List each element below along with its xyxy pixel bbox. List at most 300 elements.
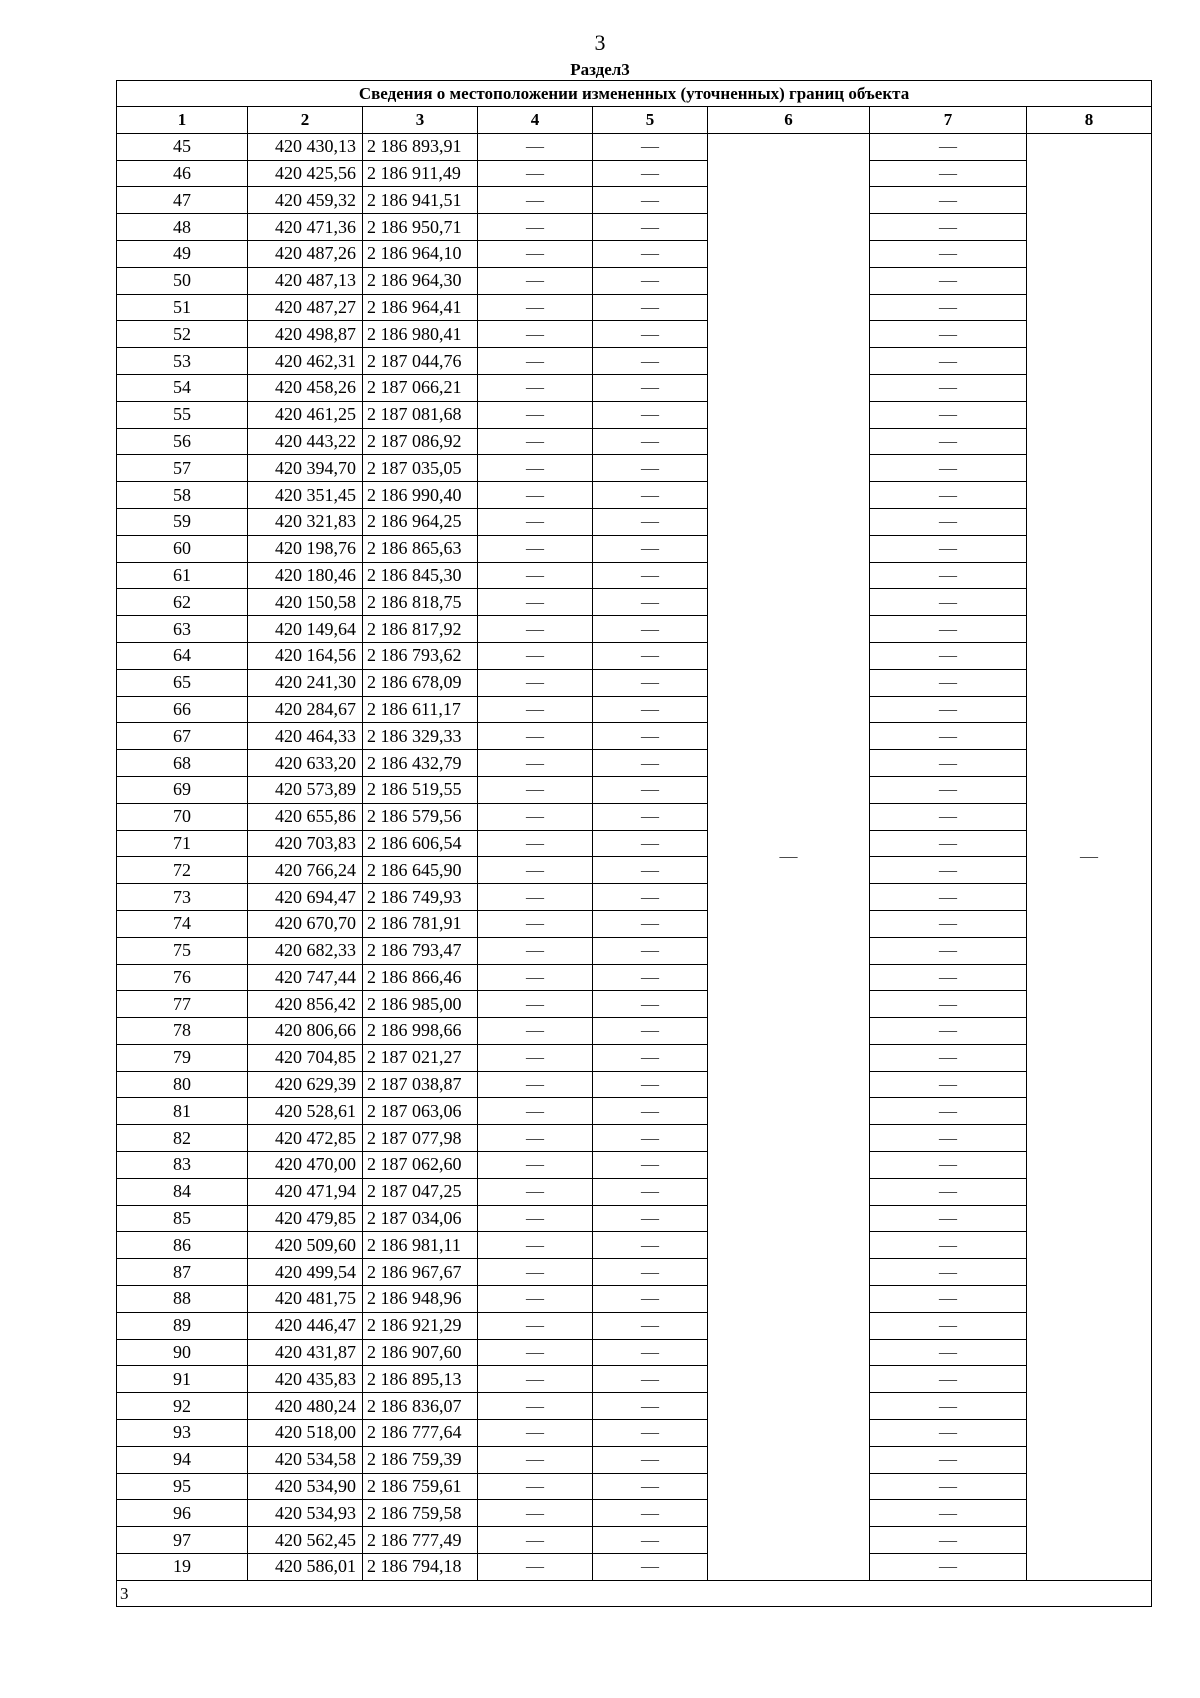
empty-value-cell: — [870,776,1027,803]
table-row [117,1125,1152,1152]
empty-value-cell: — [870,133,1027,160]
coordinate-x-cell: 420 321,83 [248,508,363,535]
table-row [117,1420,1152,1447]
empty-value-cell: — [593,937,708,964]
empty-value-cell: — [478,776,593,803]
point-number-cell: 47 [117,187,248,214]
empty-value-cell: — [478,1339,593,1366]
empty-value-cell: — [870,348,1027,375]
coordinate-y-cell: 2 187 066,21 [363,374,478,401]
empty-value-cell: — [870,1205,1027,1232]
point-number-cell: 48 [117,214,248,241]
coordinate-x-cell: 420 586,01 [248,1554,363,1581]
table-row [117,348,1152,375]
empty-value-cell: — [593,884,708,911]
table-row [117,294,1152,321]
point-number-cell: 55 [117,401,248,428]
coordinate-x-cell: 420 704,85 [248,1044,363,1071]
empty-value-cell: — [870,1500,1027,1527]
point-number-cell: 50 [117,267,248,294]
point-number-cell: 89 [117,1312,248,1339]
empty-value-cell: — [870,1098,1027,1125]
table-row [117,374,1152,401]
table-row [117,589,1152,616]
empty-value-cell: — [478,589,593,616]
empty-value-cell: — [478,1420,593,1447]
coordinate-y-cell: 2 186 845,30 [363,562,478,589]
empty-value-cell: — [870,401,1027,428]
point-number-cell: 59 [117,508,248,535]
empty-value-cell: — [593,535,708,562]
empty-value-cell: — [870,1044,1027,1071]
coordinate-x-cell: 420 747,44 [248,964,363,991]
coordinate-x-cell: 420 459,32 [248,187,363,214]
point-number-cell: 49 [117,240,248,267]
empty-value-cell: — [478,428,593,455]
coordinate-y-cell: 2 186 606,54 [363,830,478,857]
coordinate-y-cell: 2 186 329,33 [363,723,478,750]
empty-value-cell: — [478,1178,593,1205]
coordinate-x-cell: 420 534,93 [248,1500,363,1527]
coordinate-y-cell: 2 186 794,18 [363,1554,478,1581]
table-row [117,133,1152,160]
coordinate-y-cell: 2 187 035,05 [363,455,478,482]
empty-value-cell: — [478,1125,593,1152]
empty-value-cell: — [478,830,593,857]
coordinate-x-cell: 420 150,58 [248,589,363,616]
empty-value-cell: — [593,214,708,241]
coordinate-x-cell: 420 528,61 [248,1098,363,1125]
section-title: Раздел3 [570,60,630,79]
empty-value-cell: — [593,776,708,803]
table-row [117,1366,1152,1393]
table-row [117,428,1152,455]
column-header-row [117,107,1152,134]
coordinate-x-cell: 420 425,56 [248,160,363,187]
coordinate-x-cell: 420 431,87 [248,1339,363,1366]
empty-value-cell: — [478,535,593,562]
empty-value-cell: — [593,187,708,214]
empty-value-cell: — [478,884,593,911]
empty-value-cell: — [870,482,1027,509]
empty-value-cell: — [478,642,593,669]
empty-value-cell: — [593,508,708,535]
point-number-cell: 75 [117,937,248,964]
coordinate-y-cell: 2 187 034,06 [363,1205,478,1232]
empty-value-cell: — [593,428,708,455]
table-row [117,803,1152,830]
empty-value-cell: — [478,1071,593,1098]
point-number-cell: 46 [117,160,248,187]
column-header: 8 [1027,107,1152,134]
empty-value-cell: — [593,1312,708,1339]
empty-value-cell: — [478,750,593,777]
empty-value-cell: — [593,1125,708,1152]
coordinate-x-cell: 420 481,75 [248,1286,363,1313]
empty-value-cell: — [870,1446,1027,1473]
table-row [117,240,1152,267]
empty-value-cell: — [593,562,708,589]
empty-value-cell: — [593,1554,708,1581]
point-number-cell: 94 [117,1446,248,1473]
empty-value-cell: — [593,616,708,643]
point-number-cell: 82 [117,1125,248,1152]
coordinate-x-cell: 420 461,25 [248,401,363,428]
empty-value-cell: — [593,642,708,669]
coordinate-y-cell: 2 187 063,06 [363,1098,478,1125]
coordinate-y-cell: 2 186 579,56 [363,803,478,830]
empty-value-cell: — [593,910,708,937]
coordinate-y-cell: 2 186 759,61 [363,1473,478,1500]
empty-value-cell: — [870,642,1027,669]
coordinate-y-cell: 2 186 981,11 [363,1232,478,1259]
empty-value-cell: — [478,401,593,428]
coordinate-x-cell: 420 198,76 [248,535,363,562]
empty-value-cell: — [870,187,1027,214]
coordinate-x-cell: 420 479,85 [248,1205,363,1232]
empty-value-cell: — [593,348,708,375]
empty-value-cell: — [478,1044,593,1071]
empty-value-cell: — [478,1286,593,1313]
empty-value-cell: — [478,1473,593,1500]
point-number-cell: 88 [117,1286,248,1313]
empty-value-cell: — [593,1446,708,1473]
empty-value-cell: — [478,696,593,723]
coordinate-y-cell: 2 186 777,49 [363,1527,478,1554]
coordinate-x-cell: 420 518,00 [248,1420,363,1447]
coordinate-y-cell: 2 186 749,93 [363,884,478,911]
empty-value-cell: — [870,294,1027,321]
coordinate-y-cell: 2 186 985,00 [363,991,478,1018]
empty-value-cell: — [870,1286,1027,1313]
coordinate-y-cell: 2 186 990,40 [363,482,478,509]
coordinate-y-cell: 2 187 047,25 [363,1178,478,1205]
empty-value-cell: — [870,589,1027,616]
coordinate-x-cell: 420 633,20 [248,750,363,777]
point-number-cell: 97 [117,1527,248,1554]
empty-value-cell: — [478,616,593,643]
empty-value-cell: — [870,1018,1027,1045]
empty-value-cell: — [593,1232,708,1259]
empty-value-cell: — [478,455,593,482]
empty-value-cell: — [870,937,1027,964]
coordinate-y-cell: 2 186 907,60 [363,1339,478,1366]
coordinate-x-cell: 420 629,39 [248,1071,363,1098]
coordinate-x-cell: 420 351,45 [248,482,363,509]
table-row [117,642,1152,669]
coordinate-x-cell: 420 562,45 [248,1527,363,1554]
empty-value-cell: — [593,401,708,428]
empty-value-cell: — [478,1259,593,1286]
coordinate-y-cell: 2 186 866,46 [363,964,478,991]
empty-value-cell: — [593,964,708,991]
empty-value-cell: — [478,562,593,589]
empty-value-cell: — [870,508,1027,535]
coordinate-x-cell: 420 462,31 [248,348,363,375]
empty-value-cell: — [478,669,593,696]
empty-value-cell: — [870,1339,1027,1366]
point-number-cell: 54 [117,374,248,401]
empty-value-cell: — [870,321,1027,348]
coordinate-y-cell: 2 186 519,55 [363,776,478,803]
coordinate-y-cell: 2 186 645,90 [363,857,478,884]
coordinate-y-cell: 2 186 967,67 [363,1259,478,1286]
table-row [117,535,1152,562]
coordinate-x-cell: 420 472,85 [248,1125,363,1152]
empty-value-cell: — [870,240,1027,267]
empty-value-cell: — [478,1446,593,1473]
coordinate-y-cell: 2 186 964,10 [363,240,478,267]
empty-value-cell: — [478,1152,593,1179]
point-number-cell: 69 [117,776,248,803]
empty-value-cell: — [870,857,1027,884]
point-number-cell: 85 [117,1205,248,1232]
coordinate-x-cell: 420 766,24 [248,857,363,884]
table-row [117,1205,1152,1232]
empty-value-cell: — [870,910,1027,937]
point-number-cell: 70 [117,803,248,830]
empty-value-cell: — [870,455,1027,482]
coordinate-x-cell: 420 435,83 [248,1366,363,1393]
table-caption: Сведения о местоположении измененных (уточненных) границ объекта [117,81,1152,107]
empty-value-cell: — [870,723,1027,750]
coordinate-x-cell: 420 670,70 [248,910,363,937]
table-row [117,1554,1152,1581]
empty-value-cell: — [593,1071,708,1098]
empty-value-cell: — [870,1527,1027,1554]
empty-value-cell: — [593,455,708,482]
empty-value-cell: — [478,1098,593,1125]
empty-value-cell: — [870,616,1027,643]
coordinate-x-cell: 420 499,54 [248,1259,363,1286]
empty-value-cell: — [593,589,708,616]
empty-value-cell: — [593,696,708,723]
empty-value-cell: — [593,1527,708,1554]
empty-value-cell: — [870,830,1027,857]
coordinate-x-cell: 420 498,87 [248,321,363,348]
table-row [117,1071,1152,1098]
coordinate-x-cell: 420 241,30 [248,669,363,696]
point-number-cell: 90 [117,1339,248,1366]
table-row [117,616,1152,643]
coordinate-y-cell: 2 186 759,58 [363,1500,478,1527]
point-number-cell: 65 [117,669,248,696]
empty-value-cell: — [593,830,708,857]
coordinate-y-cell: 2 187 038,87 [363,1071,478,1098]
empty-value-cell: — [478,482,593,509]
empty-value-cell: — [478,991,593,1018]
table-row [117,455,1152,482]
point-number-cell: 58 [117,482,248,509]
table-row [117,723,1152,750]
table-row [117,937,1152,964]
table-row [117,187,1152,214]
table-row [117,1473,1152,1500]
empty-value-cell: — [478,348,593,375]
empty-value-cell: — [593,1152,708,1179]
coordinate-x-cell: 420 180,46 [248,562,363,589]
point-number-cell: 71 [117,830,248,857]
coordinate-x-cell: 420 573,89 [248,776,363,803]
empty-value-cell: — [870,160,1027,187]
empty-value-cell: — [593,750,708,777]
empty-value-cell: — [593,723,708,750]
empty-value-cell: — [593,1420,708,1447]
coordinate-x-cell: 420 471,36 [248,214,363,241]
point-number-cell: 61 [117,562,248,589]
empty-value-cell: — [478,508,593,535]
empty-value-cell: — [870,1473,1027,1500]
point-number-cell: 66 [117,696,248,723]
empty-value-cell: — [870,1125,1027,1152]
table-row [117,884,1152,911]
empty-value-cell: — [870,535,1027,562]
coordinate-y-cell: 2 186 964,30 [363,267,478,294]
empty-value-cell: — [870,428,1027,455]
empty-value-cell: — [478,187,593,214]
table-row [117,160,1152,187]
empty-value-cell: — [478,937,593,964]
point-number-cell: 92 [117,1393,248,1420]
table-row [117,1259,1152,1286]
coordinate-x-cell: 420 480,24 [248,1393,363,1420]
point-number-cell: 53 [117,348,248,375]
coordinate-y-cell: 2 187 044,76 [363,348,478,375]
coordinate-x-cell: 420 655,86 [248,803,363,830]
coordinate-y-cell: 2 186 911,49 [363,160,478,187]
table-row [117,1152,1152,1179]
coordinate-x-cell: 420 443,22 [248,428,363,455]
empty-value-cell: — [870,991,1027,1018]
coordinate-y-cell: 2 186 948,96 [363,1286,478,1313]
coordinate-y-cell: 2 186 893,91 [363,133,478,160]
coordinate-x-cell: 420 284,67 [248,696,363,723]
empty-value-cell: — [870,374,1027,401]
empty-value-cell: — [593,1205,708,1232]
empty-value-cell: — [478,133,593,160]
point-number-cell: 67 [117,723,248,750]
empty-value-cell: — [478,1205,593,1232]
empty-value-cell: — [593,1098,708,1125]
coordinate-x-cell: 420 806,66 [248,1018,363,1045]
table-row [117,964,1152,991]
empty-value-cell: — [593,1339,708,1366]
coordinate-y-cell: 2 186 759,39 [363,1446,478,1473]
empty-value-cell: — [593,374,708,401]
coordinate-y-cell: 2 186 941,51 [363,187,478,214]
point-number-cell: 45 [117,133,248,160]
coordinate-x-cell: 420 458,26 [248,374,363,401]
point-number-cell: 78 [117,1018,248,1045]
table-row [117,214,1152,241]
table-row [117,830,1152,857]
empty-value-cell: — [593,133,708,160]
empty-value-cell: — [478,857,593,884]
coordinate-x-cell: 420 487,26 [248,240,363,267]
coordinate-y-cell: 2 186 678,09 [363,669,478,696]
table-row [117,1098,1152,1125]
column-header: 5 [593,107,708,134]
page-number: 3 [594,30,606,55]
empty-value-cell: — [870,964,1027,991]
coordinate-y-cell: 2 186 865,63 [363,535,478,562]
point-number-cell: 84 [117,1178,248,1205]
empty-value-cell: — [870,214,1027,241]
empty-value-cell: — [870,1259,1027,1286]
point-number-cell: 83 [117,1152,248,1179]
coordinate-y-cell: 2 186 781,91 [363,910,478,937]
empty-value-cell: — [478,294,593,321]
empty-value-cell: — [593,1018,708,1045]
empty-value-cell: — [593,991,708,1018]
coordinate-y-cell: 2 186 895,13 [363,1366,478,1393]
empty-value-cell: — [593,240,708,267]
coordinate-y-cell: 2 186 964,25 [363,508,478,535]
point-number-cell: 77 [117,991,248,1018]
empty-value-cell: — [478,321,593,348]
coordinate-x-cell: 420 430,13 [248,133,363,160]
coordinate-x-cell: 420 446,47 [248,1312,363,1339]
empty-value-cell: — [478,1500,593,1527]
point-number-cell: 74 [117,910,248,937]
empty-value-cell: — [478,160,593,187]
column-header: 1 [117,107,248,134]
point-number-cell: 19 [117,1554,248,1581]
table-row [117,696,1152,723]
coordinate-x-cell: 420 464,33 [248,723,363,750]
table-row [117,1232,1152,1259]
empty-value-cell: — [870,803,1027,830]
coordinate-y-cell: 2 186 950,71 [363,214,478,241]
empty-value-cell: — [478,1232,593,1259]
point-number-cell: 96 [117,1500,248,1527]
coordinate-x-cell: 420 471,94 [248,1178,363,1205]
merged-column-6-cell: — [708,133,870,1580]
point-number-cell: 95 [117,1473,248,1500]
table-row [117,321,1152,348]
table-row [117,1446,1152,1473]
empty-value-cell: — [870,696,1027,723]
table-footer: 3 [117,1580,1152,1606]
empty-value-cell: — [870,1366,1027,1393]
empty-value-cell: — [593,321,708,348]
empty-value-cell: — [478,1554,593,1581]
empty-value-cell: — [593,1286,708,1313]
coordinate-x-cell: 420 394,70 [248,455,363,482]
empty-value-cell: — [478,723,593,750]
empty-value-cell: — [870,562,1027,589]
empty-value-cell: — [870,1232,1027,1259]
point-number-cell: 57 [117,455,248,482]
table-row [117,910,1152,937]
table-row [117,991,1152,1018]
coordinate-x-cell: 420 694,47 [248,884,363,911]
table-row [117,562,1152,589]
empty-value-cell: — [478,214,593,241]
coordinate-y-cell: 2 187 086,92 [363,428,478,455]
coordinate-x-cell: 420 470,00 [248,1152,363,1179]
coordinate-y-cell: 2 186 964,41 [363,294,478,321]
point-number-cell: 93 [117,1420,248,1447]
empty-value-cell: — [870,1312,1027,1339]
empty-value-cell: — [870,1152,1027,1179]
empty-value-cell: — [870,1420,1027,1447]
table-row [117,669,1152,696]
empty-value-cell: — [870,1071,1027,1098]
empty-value-cell: — [593,160,708,187]
point-number-cell: 72 [117,857,248,884]
empty-value-cell: — [593,803,708,830]
